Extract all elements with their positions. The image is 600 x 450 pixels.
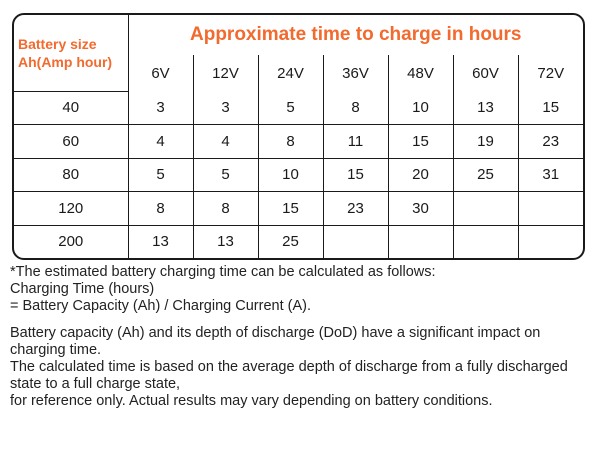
charge-time-cell: 25 (258, 225, 323, 258)
formula-intro: *The estimated battery charging time can be calculated as follows: (10, 264, 436, 280)
charging-time-table-container (12, 13, 585, 260)
charge-time-cell: 15 (323, 158, 388, 192)
battery-size-cell: 40 (14, 91, 128, 125)
charge-time-cell: 19 (453, 125, 518, 159)
charge-time-cell: 11 (323, 125, 388, 159)
charge-time-cell: 4 (193, 125, 258, 159)
reference-disclaimer: for reference only. Actual results may vary depending on battery conditions. (10, 393, 493, 409)
table-row (14, 91, 583, 125)
battery-size-header-line2: Ah(Amp hour) (18, 53, 113, 70)
charge-time-cell: 10 (388, 91, 453, 125)
charge-time-cell: 5 (193, 158, 258, 192)
voltage-header-12v: 12V (193, 55, 258, 91)
battery-size-cell: 80 (14, 158, 128, 192)
charge-time-cell: 3 (128, 91, 193, 125)
charge-time-cell: 23 (323, 192, 388, 226)
battery-size-cell: 60 (14, 125, 128, 159)
battery-size-header (14, 15, 128, 91)
table-row (14, 192, 583, 226)
charge-time-cell: 8 (258, 125, 323, 159)
battery-size-cell: 120 (14, 192, 128, 226)
voltage-header-36v: 36V (323, 55, 388, 91)
voltage-header-6v: 6V (128, 55, 193, 91)
charge-time-cell: 13 (193, 225, 258, 258)
table-title: Approximate time to charge in hours (128, 15, 583, 55)
charge-time-cell: 23 (518, 125, 583, 159)
charge-time-cell: 20 (388, 158, 453, 192)
charge-time-cell (518, 225, 583, 258)
charge-time-cell: 4 (128, 125, 193, 159)
charge-time-cell: 8 (193, 192, 258, 226)
charge-time-cell: 30 (388, 192, 453, 226)
formula-label: Charging Time (hours) (10, 281, 155, 297)
charge-time-cell: 31 (518, 158, 583, 192)
battery-size-cell: 200 (14, 225, 128, 258)
charge-time-cell: 5 (128, 158, 193, 192)
charge-time-cell: 15 (258, 192, 323, 226)
charge-time-cell: 15 (518, 91, 583, 125)
voltage-header-48v: 48V (388, 55, 453, 91)
voltage-header-72v: 72V (518, 55, 583, 91)
table-row (14, 125, 583, 159)
charge-time-cell (323, 225, 388, 258)
charge-time-cell (453, 192, 518, 226)
charging-time-table (14, 15, 583, 258)
charge-time-cell (518, 192, 583, 226)
charge-time-cell: 8 (323, 91, 388, 125)
charge-time-cell: 15 (388, 125, 453, 159)
table-row (14, 225, 583, 258)
formula-expression: = Battery Capacity (Ah) / Charging Current (A). (10, 298, 311, 314)
charge-time-cell: 8 (128, 192, 193, 226)
charge-time-cell: 25 (453, 158, 518, 192)
charge-time-cell (388, 225, 453, 258)
charge-time-cell: 13 (453, 91, 518, 125)
table-row (14, 158, 583, 192)
battery-size-header-line1: Battery size (18, 35, 97, 52)
charging-notes (10, 264, 595, 410)
charge-time-cell (453, 225, 518, 258)
dod-note: Battery capacity (Ah) and its depth of discharge (DoD) have a significant impact on charging time. (10, 325, 541, 358)
charge-time-cell: 10 (258, 158, 323, 192)
calculation-basis-note: The calculated time is based on the average depth of discharge from a fully discharged state to a full charge state, (10, 359, 568, 392)
charge-time-cell: 13 (128, 225, 193, 258)
charge-time-cell: 5 (258, 91, 323, 125)
voltage-header-24v: 24V (258, 55, 323, 91)
voltage-header-60v: 60V (453, 55, 518, 91)
charge-time-cell: 3 (193, 91, 258, 125)
